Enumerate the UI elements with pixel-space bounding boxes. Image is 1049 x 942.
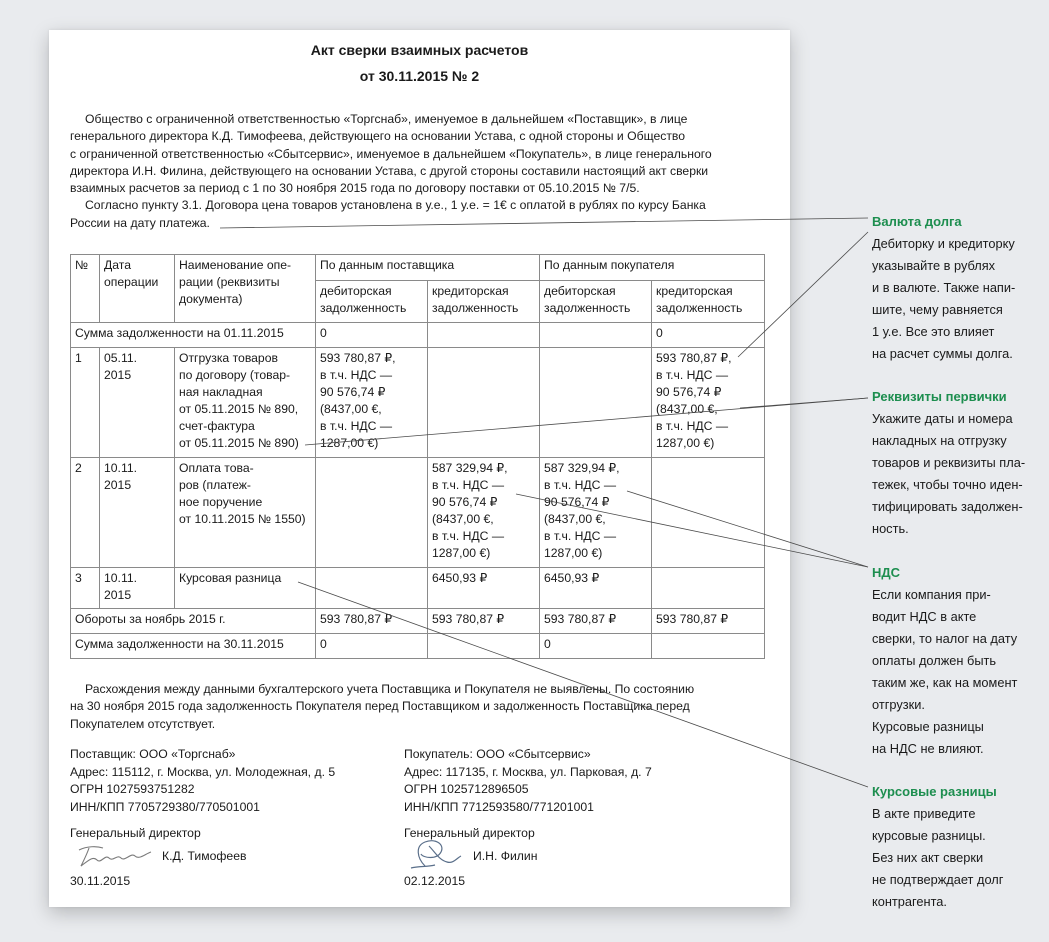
supplier-title: Поставщик: ООО «Торгснаб» [70,747,236,761]
buyer-position: Генеральный директор [404,826,535,840]
row-num: 3 [71,568,100,609]
row-supplier-debit [316,458,428,568]
supplier-inn: ИНН/КПП 7705729380/770501001 [70,799,260,814]
turnover-supplier-debit: 593 780,87 ₽ [316,609,428,634]
conclusion-line: Покупателем отсутствует. [70,716,216,731]
supplier-position: Генеральный директор [70,826,201,840]
header-num: № [71,255,100,323]
closing-balance-row [71,634,765,659]
intro-line: Общество с ограниченной ответственностью «Торгснаб», именуемое в дальнейшем «Поставщик», в лице [85,112,688,126]
row-date: 05.11. 2015 [100,348,175,458]
intro-line: директора И.Н. Филина, действующего на основании Устава, с другой стороны составили настоящий акт сверки [70,163,709,178]
buyer-signature-icon [405,836,463,872]
document-subtitle: от 30.11.2015 № 2 [359,68,480,84]
header-buyer-credit: кредиторская задолженность [652,281,765,323]
opening-buyer-credit: 0 [652,323,765,348]
row-supplier-debit: 593 780,87 ₽, в т.ч. НДС — 90 576,74 ₽ (8437,00 €, в т.ч. НДС — 1287,00 €) [316,348,428,458]
supplier-ogrn: ОГРН 1027593751282 [70,782,195,796]
opening-supplier-credit [428,323,540,348]
buyer-signer: И.Н. Филин [473,849,538,863]
row-buyer-debit: 587 329,94 ₽, в т.ч. НДС — 90 576,74 ₽ (8437,00 €, в т.ч. НДС — 1287,00 €) [540,458,652,568]
buyer-title: Покупатель: ООО «Сбытсервис» [404,747,591,761]
header-supplier-debit: дебиторская задолженность [316,281,428,323]
header-supplier-credit: кредиторская задолженность [428,281,540,323]
buyer-ogrn: ОГРН 1025712896505 [404,782,529,796]
row-operation: Курсовая разница [175,568,316,609]
row-supplier-credit [428,348,540,458]
supplier-date: 30.11.2015 [70,874,131,888]
header-name: Наименование опе- рации (реквизиты документа) [175,255,316,323]
buyer-inn: ИНН/КПП 7712593580/771201001 [404,799,594,814]
note-fx-diff [872,781,1037,913]
supplier-signer: К.Д. Тимофеев [162,849,247,863]
header-supplier: По данным поставщика [316,255,540,281]
turnover-row [71,609,765,634]
opening-buyer-debit [540,323,652,348]
note-title: Курсовые разницы [872,784,997,799]
opening-balance-row [71,323,765,348]
turnover-supplier-credit: 593 780,87 ₽ [428,609,540,634]
row-operation: Оплата това- ров (платеж- ное поручение от 10.11.2015 № 1550) [175,458,316,568]
row-buyer-credit [652,568,765,609]
header-buyer-debit: дебиторская задолженность [540,281,652,323]
note-title: Реквизиты первички [872,389,1007,404]
conclusion-line: на 30 ноября 2015 года задолженность Покупателя перед Поставщиком и задолженность Поставщика перед [70,699,690,714]
reconciliation-table [70,254,765,659]
header-date: Дата операции [100,255,175,323]
note-body: В акте приведите курсовые разницы. Без них акт сверки не подтверждает долг контрагента. [872,806,1004,909]
turnover-buyer-debit: 593 780,87 ₽ [540,609,652,634]
row-operation: Отгрузка товаров по договору (товар- ная накладная от 05.11.2015 № 890, счет-фактура от 05.11.2015 № 890) [175,348,316,458]
note-vat [872,562,1037,760]
note-title: НДС [872,565,901,580]
intro-paragraph [70,111,775,232]
row-buyer-debit [540,348,652,458]
supplier-details [70,746,335,816]
intro-line: генерального директора К.Д. Тимофеева, действующего на основании Устава, с одной стороны и Общество [70,129,686,144]
header-buyer: По данным покупателя [540,255,765,281]
buyer-address: Адрес: 117135, г. Москва, ул. Парковая, д. 7 [404,764,652,779]
closing-supplier-debit: 0 [316,634,428,659]
price-line: России на дату платежа. [70,215,210,230]
turnover-buyer-credit: 593 780,87 ₽ [652,609,765,634]
document-title: Акт сверки взаимных расчетов [310,42,529,58]
row-date: 10.11. 2015 [100,568,175,609]
table-row [71,458,765,568]
closing-buyer-credit [652,634,765,659]
closing-label: Сумма задолженности на 30.11.2015 [71,634,316,659]
row-date: 10.11. 2015 [100,458,175,568]
price-line: Согласно пункту 3.1. Договора цена товаров установлена в у.е., 1 у.е. = 1€ с оплатой в рублях по курсу Банка [85,198,706,213]
table-header-row [71,255,765,281]
note-primary-docs [872,386,1037,540]
note-currency [872,211,1037,365]
buyer-date: 02.12.2015 [404,874,465,888]
row-buyer-credit: 593 780,87 ₽, в т.ч. НДС — 90 576,74 ₽ (8437,00 €, в т.ч. НДС — 1287,00 €) [652,348,765,458]
table-row [71,568,765,609]
conclusion-paragraph [70,681,775,733]
row-supplier-credit: 587 329,94 ₽, в т.ч. НДС — 90 576,74 ₽ (8437,00 €, в т.ч. НДС — 1287,00 €) [428,458,540,568]
turnover-label: Обороты за ноябрь 2015 г. [71,609,316,634]
row-supplier-credit: 6450,93 ₽ [428,568,540,609]
row-num: 1 [71,348,100,458]
supplier-address: Адрес: 115112, г. Москва, ул. Молодежная, д. 5 [70,764,336,779]
table-row [71,348,765,458]
opening-supplier-debit: 0 [316,323,428,348]
row-num: 2 [71,458,100,568]
buyer-details [404,746,652,816]
closing-buyer-debit: 0 [540,634,652,659]
supplier-signature-icon [75,840,157,870]
row-buyer-credit [652,458,765,568]
closing-supplier-credit [428,634,540,659]
intro-line: с ограниченной ответственностью «Сбытсервис», именуемое в дальнейшем «Покупатель», в лице генерального [70,146,712,161]
conclusion-line: Расхождения между данными бухгалтерского учета Поставщика и Покупателя не выявлены. По состоянию [85,682,695,696]
intro-line: взаимных расчетов за период с 1 по 30 ноября 2015 года по договору поставки от 05.10.2015 № 7/5. [70,181,640,196]
note-body: Если компания при- водит НДС в акте сверки, то налог на дату оплаты должен быть таким же, как на момент отгрузки. Курсовые разницы на НДС не влияют. [872,587,1018,756]
note-title: Валюта долга [872,214,962,229]
note-body: Дебиторку и кредиторку указывайте в рублях и в валюте. Также напи- шите, чему равняется 1 у.е. Все это влияет на расчет суммы долга. [872,236,1016,361]
note-body: Укажите даты и номера накладных на отгрузку товаров и реквизиты пла- тежек, чтобы точно иден- тифицировать задолжен- ность. [872,411,1026,536]
opening-label: Сумма задолженности на 01.11.2015 [71,323,316,348]
document-page [49,30,790,907]
row-supplier-debit [316,568,428,609]
row-buyer-debit: 6450,93 ₽ [540,568,652,609]
